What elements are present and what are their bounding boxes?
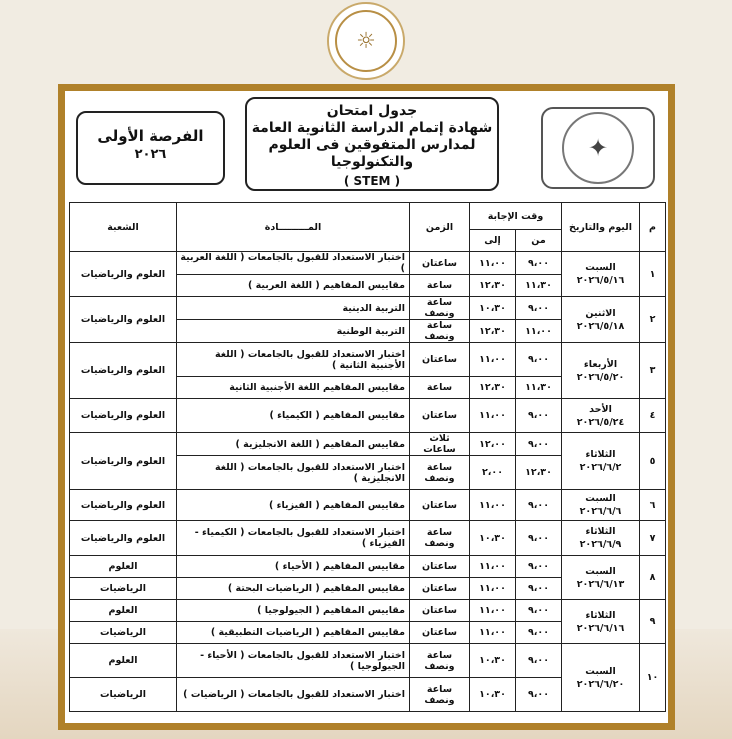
day-date-cell	[562, 399, 640, 433]
branch: العلوم والرياضيات	[70, 252, 177, 297]
time-from: ١١،٣٠	[516, 377, 562, 399]
subject: التربية الوطنية	[177, 320, 410, 343]
time-to: ٢،٠٠	[470, 456, 516, 490]
time-to: ١٠،٣٠	[470, 297, 516, 320]
duration: ساعة ونصف	[410, 320, 470, 343]
col-duration: الزمن	[410, 203, 470, 252]
ministry-logo	[541, 107, 655, 189]
day-date-cell	[562, 433, 640, 490]
row-number: ٩	[640, 600, 666, 644]
subject: مقاييس المفاهيم ( اللغة الانجليزية )	[177, 433, 410, 456]
branch: العلوم	[70, 600, 177, 622]
duration: ساعتان	[410, 490, 470, 521]
duration: ساعة	[410, 377, 470, 399]
chance-label: الفرصة الأولى	[97, 127, 204, 145]
day-name: السبت	[585, 565, 616, 577]
time-from: ٩،٠٠	[516, 556, 562, 578]
table-row	[70, 600, 666, 622]
day-date-cell	[562, 490, 640, 521]
time-from: ٩،٠٠	[516, 521, 562, 556]
duration: ساعتان	[410, 622, 470, 644]
row-number: ٣	[640, 343, 666, 399]
time-from: ٩،٠٠	[516, 600, 562, 622]
time-to: ١٢،٣٠	[470, 320, 516, 343]
col-day-date: اليوم والتاريخ	[562, 203, 640, 252]
time-from: ٩،٠٠	[516, 578, 562, 600]
branch: العلوم والرياضيات	[70, 297, 177, 343]
day-name: السبت	[585, 262, 616, 273]
branch: العلوم	[70, 644, 177, 678]
row-number: ٦	[640, 490, 666, 521]
day-name: السبت	[585, 665, 616, 677]
exam-date: ٢٠٢٦/٦/١٣	[576, 578, 625, 590]
branch: العلوم والرياضيات	[70, 490, 177, 521]
subject: مقاييس المفاهيم ( الرياضيات البحتة )	[177, 578, 410, 600]
time-from: ٩،٠٠	[516, 297, 562, 320]
col-from: من	[516, 230, 562, 252]
time-to: ١٠،٣٠	[470, 678, 516, 712]
exam-date: ٢٠٢٦/٥/٢٠	[576, 371, 625, 383]
day-date-cell	[562, 252, 640, 297]
time-to: ١١،٠٠	[470, 490, 516, 521]
exam-date: ٢٠٢٦/٦/٩	[579, 539, 622, 550]
row-number: ٨	[640, 556, 666, 600]
branch: الرياضيات	[70, 678, 177, 712]
duration: ساعة ونصف	[410, 456, 470, 490]
row-number: ١٠	[640, 644, 666, 712]
day-date-cell	[562, 644, 640, 712]
branch: العلوم والرياضيات	[70, 521, 177, 556]
time-from: ٩،٠٠	[516, 252, 562, 275]
table-row	[70, 433, 666, 456]
document-frame	[58, 84, 675, 730]
chance-box	[76, 111, 225, 185]
exam-date: ٢٠٢٦/٥/٢٤	[576, 416, 625, 428]
branch: العلوم والرياضيات	[70, 343, 177, 399]
time-to: ١١،٠٠	[470, 252, 516, 275]
schedule-table	[69, 202, 666, 712]
table-row	[70, 644, 666, 678]
table-row	[70, 521, 666, 556]
subject: اختبار الاستعداد للقبول بالجامعات ( الرياضيات )	[177, 678, 410, 712]
duration: ساعتان	[410, 600, 470, 622]
col-subject: المـــــــــادة	[177, 203, 410, 252]
duration: ساعتان	[410, 343, 470, 377]
day-name: الأربعاء	[583, 358, 618, 370]
day-name: الثلاثاء	[585, 449, 616, 460]
duration: ساعتان	[410, 399, 470, 433]
time-to: ١١،٠٠	[470, 578, 516, 600]
title-line-2: شهادة إتمام الدراسة الثانوية العامة	[251, 120, 493, 136]
exam-date: ٢٠٢٦/٦/٢٠	[576, 678, 625, 690]
exam-date: ٢٠٢٦/٦/٢	[579, 462, 622, 473]
subject: مقاييس المفاهيم ( اللغة العربية )	[177, 275, 410, 297]
time-to: ١٢،٣٠	[470, 275, 516, 297]
day-name: الثلاثاء	[585, 526, 616, 537]
subject: مقاييس المفاهيم ( الجيولوجيا )	[177, 600, 410, 622]
year-label: ٢٠٢٦	[134, 147, 167, 162]
title-line-3: لمدارس المتفوقين فى العلوم والتكنولوجيا	[268, 137, 476, 170]
col-to: إلى	[470, 230, 516, 252]
day-name: الأحد	[589, 403, 612, 415]
row-number: ٢	[640, 297, 666, 343]
table-row	[70, 343, 666, 377]
row-number: ٤	[640, 399, 666, 433]
title-line-4: ( STEM )	[343, 174, 401, 188]
duration: ثلاث ساعات	[410, 433, 470, 456]
duration: ساعة ونصف	[410, 521, 470, 556]
branch: العلوم والرياضيات	[70, 399, 177, 433]
time-to: ١٢،٣٠	[470, 377, 516, 399]
time-from: ٩،٠٠	[516, 490, 562, 521]
subject: مقاييس المفاهيم ( الكيمياء )	[177, 399, 410, 433]
time-from: ٩،٠٠	[516, 678, 562, 712]
col-answer-time: وقت الإجابة	[470, 203, 562, 230]
time-from: ٩،٠٠	[516, 343, 562, 377]
exam-date: ٢٠٢٦/٥/١٨	[576, 320, 625, 332]
day-date-cell	[562, 556, 640, 600]
time-from: ٩،٠٠	[516, 433, 562, 456]
time-to: ١٠،٣٠	[470, 644, 516, 678]
table-row	[70, 490, 666, 521]
table-row	[70, 252, 666, 275]
ministry-seal-icon: ☼	[327, 2, 405, 80]
branch: الرياضيات	[70, 578, 177, 600]
exam-date: ٢٠٢٦/٦/١٦	[576, 622, 625, 634]
time-from: ١١،٣٠	[516, 275, 562, 297]
table-row	[70, 399, 666, 433]
subject: اختبار الاستعداد للقبول بالجامعات ( الكيمياء - الفيزياء )	[177, 521, 410, 556]
time-to: ١١،٠٠	[470, 399, 516, 433]
time-from: ٩،٠٠	[516, 622, 562, 644]
day-date-cell	[562, 521, 640, 556]
time-from: ٩،٠٠	[516, 644, 562, 678]
duration: ساعة ونصف	[410, 644, 470, 678]
subject: اختبار الاستعداد للقبول بالجامعات ( اللغة العربية )	[177, 252, 410, 275]
time-from: ٩،٠٠	[516, 399, 562, 433]
time-to: ١٠،٣٠	[470, 521, 516, 556]
time-to: ١١،٠٠	[470, 343, 516, 377]
duration: ساعتان	[410, 578, 470, 600]
time-to: ١١،٠٠	[470, 556, 516, 578]
duration: ساعة ونصف	[410, 678, 470, 712]
day-date-cell	[562, 600, 640, 644]
col-branch: الشعبة	[70, 203, 177, 252]
table-row	[70, 297, 666, 320]
subject: مقاييس المفاهيم ( الفيزياء )	[177, 490, 410, 521]
duration: ساعة	[410, 275, 470, 297]
day-name: الاثنين	[585, 307, 616, 319]
branch: العلوم	[70, 556, 177, 578]
row-number: ١	[640, 252, 666, 297]
time-from: ١١،٠٠	[516, 320, 562, 343]
day-name: السبت	[585, 493, 616, 504]
time-to: ١٢،٠٠	[470, 433, 516, 456]
subject: مقاييس المفاهيم ( الأحياء )	[177, 556, 410, 578]
subject: التربية الدينية	[177, 297, 410, 320]
exam-schedule-page	[65, 91, 668, 723]
col-num: م	[640, 203, 666, 252]
branch: العلوم والرياضيات	[70, 433, 177, 490]
duration: ساعتان	[410, 252, 470, 275]
duration: ساعتان	[410, 556, 470, 578]
exam-date: ٢٠٢٦/٦/٦	[579, 506, 622, 517]
subject: مقاييس المفاهيم اللغة الأجنبية الثانية	[177, 377, 410, 399]
title-line-1: جدول امتحان	[326, 103, 418, 119]
logo-emblem-icon: ✦	[562, 112, 634, 184]
table-row	[70, 556, 666, 578]
subject: اختبار الاستعداد للقبول بالجامعات ( الأحياء - الجيولوجيا )	[177, 644, 410, 678]
row-number: ٥	[640, 433, 666, 490]
day-date-cell	[562, 343, 640, 399]
time-to: ١١،٠٠	[470, 622, 516, 644]
title-box	[245, 97, 499, 191]
duration: ساعة ونصف	[410, 297, 470, 320]
time-from: ١٢،٣٠	[516, 456, 562, 490]
subject: اختبار الاستعداد للقبول بالجامعات ( اللغة الانجليزية )	[177, 456, 410, 490]
time-to: ١١،٠٠	[470, 600, 516, 622]
day-date-cell	[562, 297, 640, 343]
subject: اختبار الاستعداد للقبول بالجامعات ( اللغة الأجنبية الثانية )	[177, 343, 410, 377]
day-name: الثلاثاء	[585, 609, 616, 621]
branch: الرياضيات	[70, 622, 177, 644]
exam-date: ٢٠٢٦/٥/١٦	[576, 275, 625, 286]
row-number: ٧	[640, 521, 666, 556]
subject: مقاييس المفاهيم ( الرياضيات التطبيقية )	[177, 622, 410, 644]
